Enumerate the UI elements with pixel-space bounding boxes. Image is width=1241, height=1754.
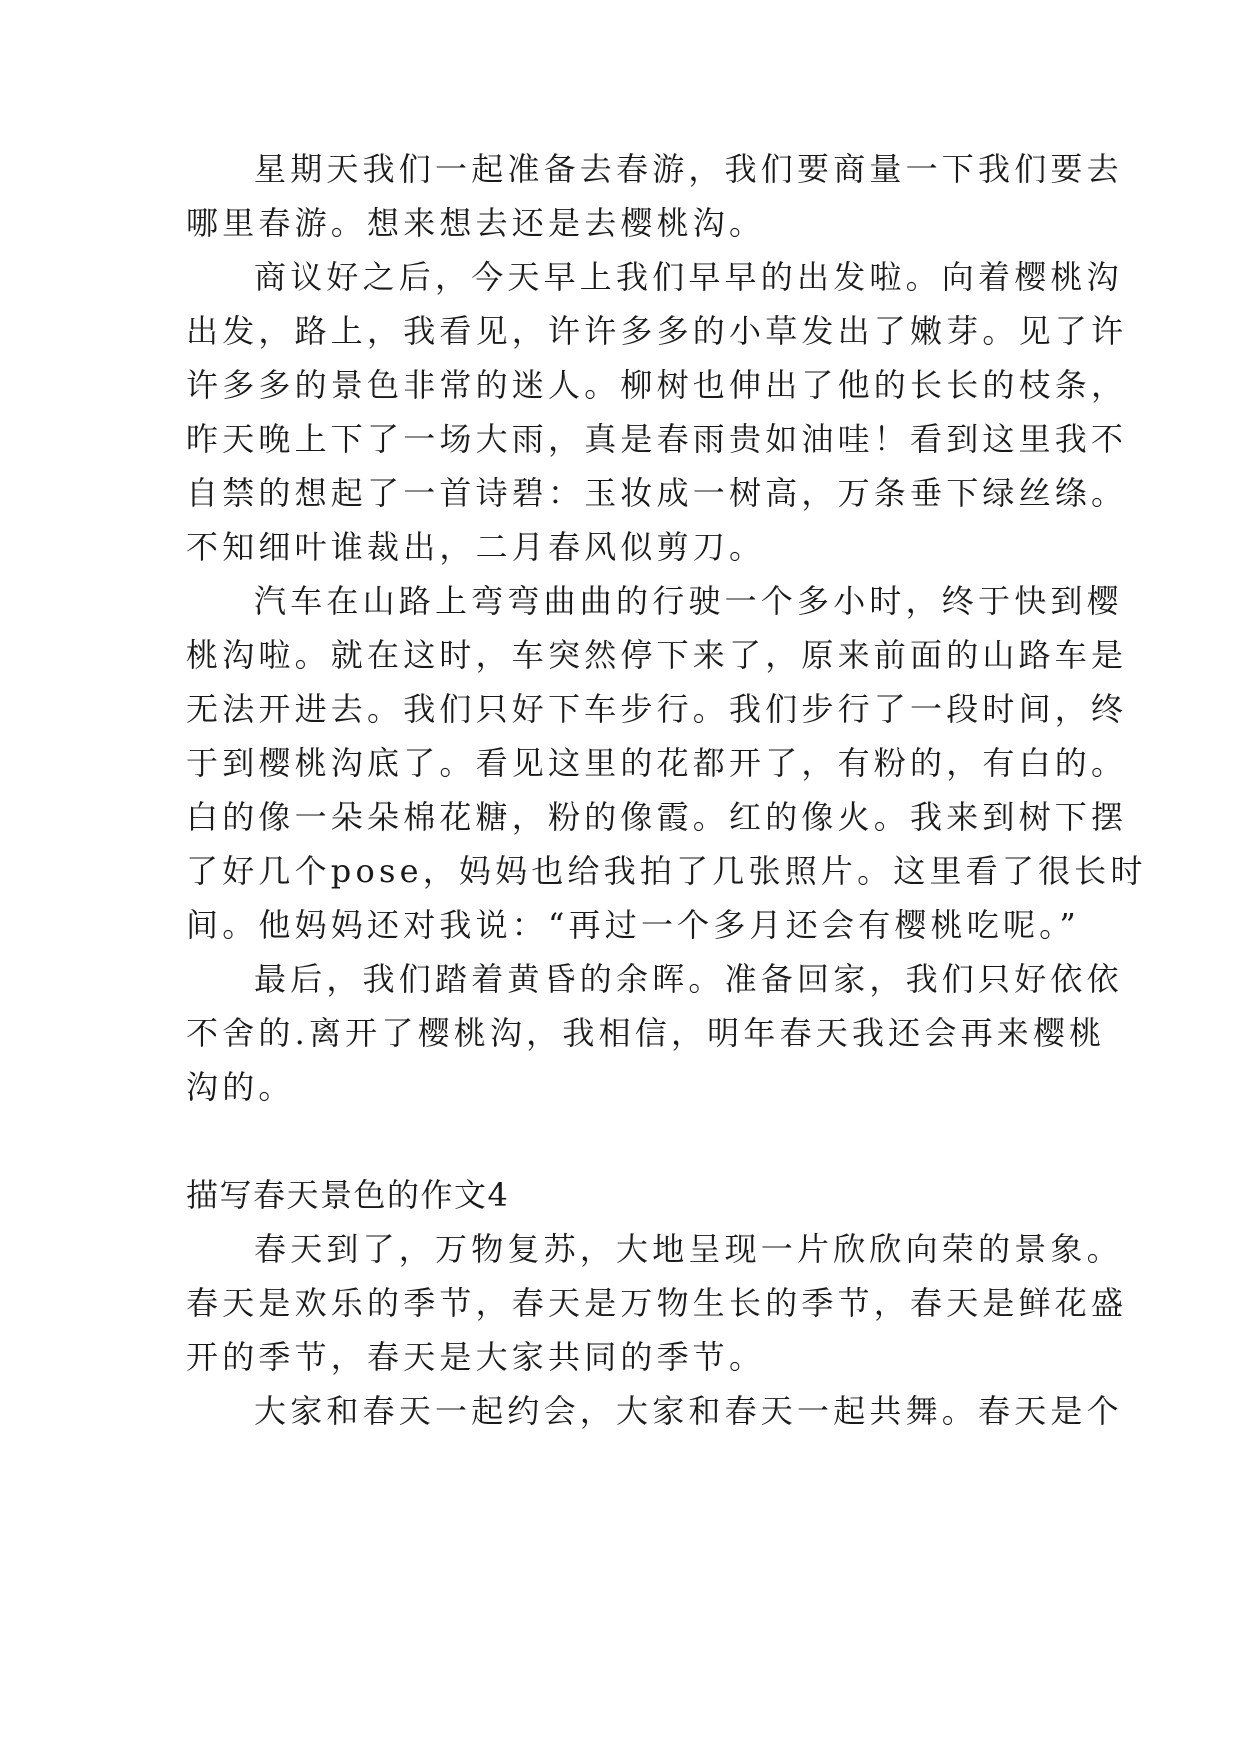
paragraph-2-line-3: 许多多的景色非常的迷人。柳树也伸出了他的长长的枝条， xyxy=(186,366,1128,404)
paragraph-6-line-1: 大家和春天一起约会，大家和春天一起共舞。春天是个 xyxy=(254,1392,1123,1430)
paragraph-4-line-2: 不舍的.离开了樱桃沟，我相信，明年春天我还会再来樱桃 xyxy=(186,1014,1106,1052)
paragraph-2-line-5: 自禁的想起了一首诗碧：玉妆成一树高，万条垂下绿丝绦。 xyxy=(186,474,1128,512)
paragraph-2-line-4: 昨天晚上下了一场大雨，真是春雨贵如油哇！看到这里我不 xyxy=(186,420,1128,458)
paragraph-3-line-2: 桃沟啦。就在这时，车突然停下来了，原来前面的山路车是 xyxy=(186,636,1128,674)
paragraph-1-line-2: 哪里春游。想来想去还是去樱桃沟。 xyxy=(186,204,766,242)
paragraph-5-line-2: 春天是欢乐的季节，春天是万物生长的季节，春天是鲜花盛 xyxy=(186,1284,1128,1322)
paragraph-4-line-1: 最后，我们踏着黄昏的余晖。准备回家，我们只好依依 xyxy=(254,960,1123,998)
paragraph-3-line-6: 了好几个pose，妈妈也给我拍了几张照片。这里看了很长时 xyxy=(186,852,1147,890)
paragraph-1-line-1: 星期天我们一起准备去春游，我们要商量一下我们要去 xyxy=(254,150,1123,188)
paragraph-2-line-1: 商议好之后，今天早上我们早早的出发啦。向着樱桃沟 xyxy=(254,258,1123,296)
paragraph-2-line-6: 不知细叶谁裁出，二月春风似剪刀。 xyxy=(186,528,766,566)
paragraph-2-line-2: 出发，路上，我看见，许许多多的小草发出了嫩芽。见了许 xyxy=(186,312,1128,350)
paragraph-3-line-7: 间。他妈妈还对我说：“再过一个多月还会有樱桃吃呢。” xyxy=(186,906,1080,944)
paragraph-4-line-3: 沟的。 xyxy=(186,1068,295,1106)
paragraph-3-line-4: 于到樱桃沟底了。看见这里的花都开了，有粉的，有白的。 xyxy=(186,744,1128,782)
paragraph-3-line-1: 汽车在山路上弯弯曲曲的行驶一个多小时，终于快到樱 xyxy=(254,582,1123,620)
paragraph-5-line-3: 开的季节，春天是大家共同的季节。 xyxy=(186,1338,766,1376)
paragraph-3-line-3: 无法开进去。我们只好下车步行。我们步行了一段时间，终 xyxy=(186,690,1128,728)
section-heading: 描写春天景色的作文4 xyxy=(186,1176,510,1214)
paragraph-5-line-1: 春天到了，万物复苏，大地呈现一片欣欣向荣的景象。 xyxy=(254,1230,1123,1268)
paragraph-3-line-5: 白的像一朵朵棉花糖，粉的像霞。红的像火。我来到树下摆 xyxy=(186,798,1128,836)
